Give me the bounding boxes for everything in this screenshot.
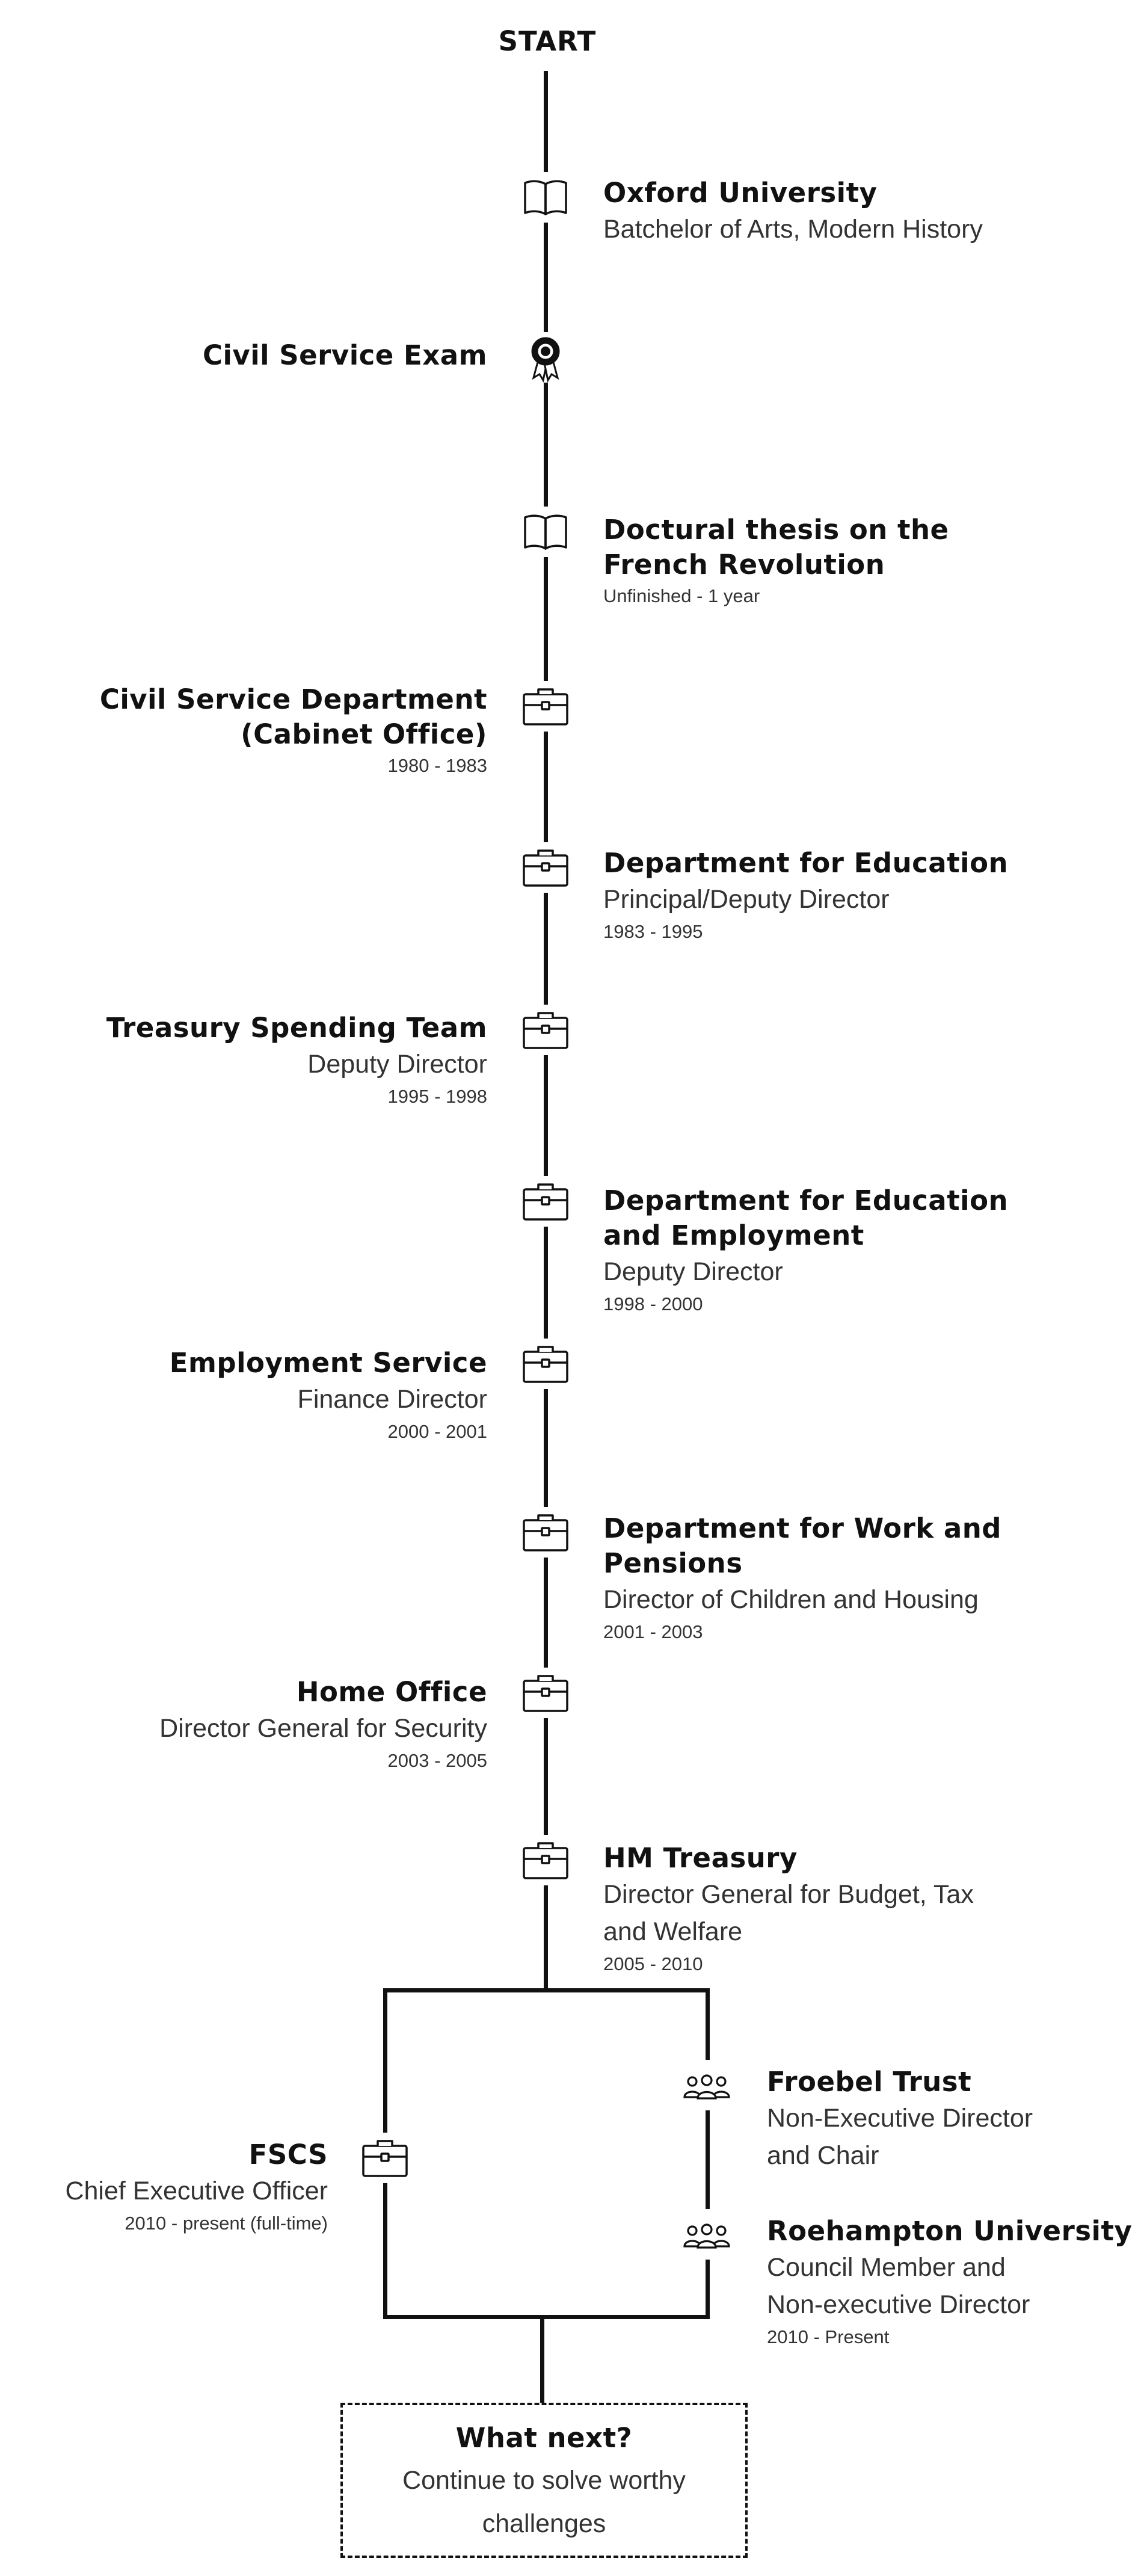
item-title: Froebel Trust bbox=[767, 2066, 972, 2098]
award-icon bbox=[520, 332, 571, 383]
briefcase-icon bbox=[520, 1339, 571, 1389]
briefcase-icon bbox=[520, 1176, 571, 1227]
what-next-box bbox=[340, 2403, 748, 2558]
timeline-item-department-for-work-and-pensions bbox=[603, 1511, 1001, 1646]
item-dates: 1995 - 1998 bbox=[387, 1086, 487, 1107]
item-subtitle: Deputy Director bbox=[307, 1050, 487, 1079]
timeline-item-employment-service bbox=[170, 1346, 487, 1446]
briefcase-icon bbox=[360, 2133, 410, 2183]
briefcase-icon bbox=[520, 1668, 571, 1718]
timeline-item-roehampton-university bbox=[767, 2214, 1132, 2351]
timeline-item-fscs bbox=[65, 2137, 328, 2237]
branch-top-bar bbox=[383, 1988, 710, 1992]
item-title-line: Doctural thesis on the bbox=[603, 514, 949, 546]
timeline-item-civil-service-exam bbox=[203, 338, 487, 373]
item-subtitle-line: and Chair bbox=[767, 2141, 879, 2170]
item-dates: 1980 - 1983 bbox=[387, 755, 487, 776]
timeline-item-civil-service-department bbox=[100, 682, 487, 780]
start-label: START bbox=[498, 25, 597, 57]
item-subtitle: Batchelor of Arts, Modern History bbox=[603, 215, 983, 244]
timeline-item-home-office bbox=[159, 1675, 487, 1775]
item-dates: 1998 - 2000 bbox=[603, 1293, 703, 1314]
branch-right-line bbox=[706, 1988, 710, 2319]
briefcase-icon bbox=[520, 681, 571, 732]
item-subtitle-line: Director General for Budget, Tax bbox=[603, 1880, 974, 1909]
item-title: Roehampton University bbox=[767, 2215, 1133, 2247]
timeline-item-doctoral-thesis bbox=[603, 513, 949, 610]
item-subtitle-line: Non-Executive Director bbox=[767, 2104, 1033, 2133]
item-title: Civil Service Exam bbox=[202, 339, 487, 371]
timeline-item-oxford bbox=[603, 176, 983, 248]
item-dates: 2000 - 2001 bbox=[387, 1421, 487, 1442]
briefcase-icon bbox=[520, 1835, 571, 1885]
item-title: HM Treasury bbox=[603, 1842, 798, 1874]
people-icon bbox=[681, 2060, 732, 2110]
briefcase-icon bbox=[520, 1005, 571, 1055]
branch-bottom-bar bbox=[383, 2315, 710, 2319]
item-subtitle: Principal/Deputy Director bbox=[603, 885, 890, 914]
item-title: FSCS bbox=[248, 2139, 328, 2171]
item-dates: 1983 - 1995 bbox=[603, 921, 703, 942]
item-subtitle-line: Non-executive Director bbox=[767, 2290, 1030, 2319]
item-dates: 2003 - 2005 bbox=[387, 1750, 487, 1771]
book-icon bbox=[520, 507, 571, 557]
item-title-line: Pensions bbox=[603, 1547, 743, 1579]
item-title: Department for Education bbox=[603, 847, 1009, 879]
item-title-line: Civil Service Department bbox=[99, 683, 487, 715]
item-title-line: Department for Work and bbox=[603, 1512, 1001, 1544]
timeline-item-department-for-education-and-employment bbox=[603, 1183, 1008, 1318]
item-dates: Unfinished - 1 year bbox=[603, 585, 760, 606]
timeline-item-treasury-spending-team bbox=[106, 1011, 487, 1111]
what-next-text-line: Continue to solve worthy bbox=[402, 2466, 686, 2495]
item-dates: 2010 - Present bbox=[767, 2326, 890, 2347]
item-subtitle-line: Council Member and bbox=[767, 2253, 1006, 2282]
item-subtitle: Deputy Director bbox=[603, 1257, 783, 1286]
item-title: Treasury Spending Team bbox=[106, 1012, 487, 1044]
item-dates: 2010 - present (full-time) bbox=[125, 2213, 328, 2234]
timeline-item-department-for-education bbox=[603, 846, 1008, 946]
item-title: Home Office bbox=[296, 1676, 487, 1708]
item-subtitle: Director General for Security bbox=[159, 1714, 487, 1743]
timeline-item-hm-treasury bbox=[603, 1841, 974, 1978]
item-subtitle: Chief Executive Officer bbox=[65, 2177, 328, 2205]
item-subtitle-line: and Welfare bbox=[603, 1917, 743, 1946]
item-title-line: French Revolution bbox=[603, 549, 885, 581]
item-title: Oxford University bbox=[603, 177, 878, 209]
what-next-text-line: challenges bbox=[482, 2509, 606, 2538]
what-next-title: What next? bbox=[455, 2422, 633, 2454]
book-icon bbox=[520, 172, 571, 223]
item-title-line: (Cabinet Office) bbox=[241, 718, 487, 750]
merge-line bbox=[540, 2315, 544, 2405]
timeline-item-froebel-trust bbox=[767, 2065, 1033, 2174]
item-title: Employment Service bbox=[169, 1347, 487, 1379]
item-title-line: and Employment bbox=[603, 1219, 864, 1251]
item-subtitle: Finance Director bbox=[297, 1385, 487, 1414]
item-subtitle: Director of Children and Housing bbox=[603, 1585, 979, 1614]
briefcase-icon bbox=[520, 1507, 571, 1558]
briefcase-icon bbox=[520, 842, 571, 893]
people-icon bbox=[681, 2209, 732, 2260]
item-title-line: Department for Education bbox=[603, 1185, 1009, 1216]
item-dates: 2001 - 2003 bbox=[603, 1621, 703, 1642]
item-dates: 2005 - 2010 bbox=[603, 1953, 703, 1974]
